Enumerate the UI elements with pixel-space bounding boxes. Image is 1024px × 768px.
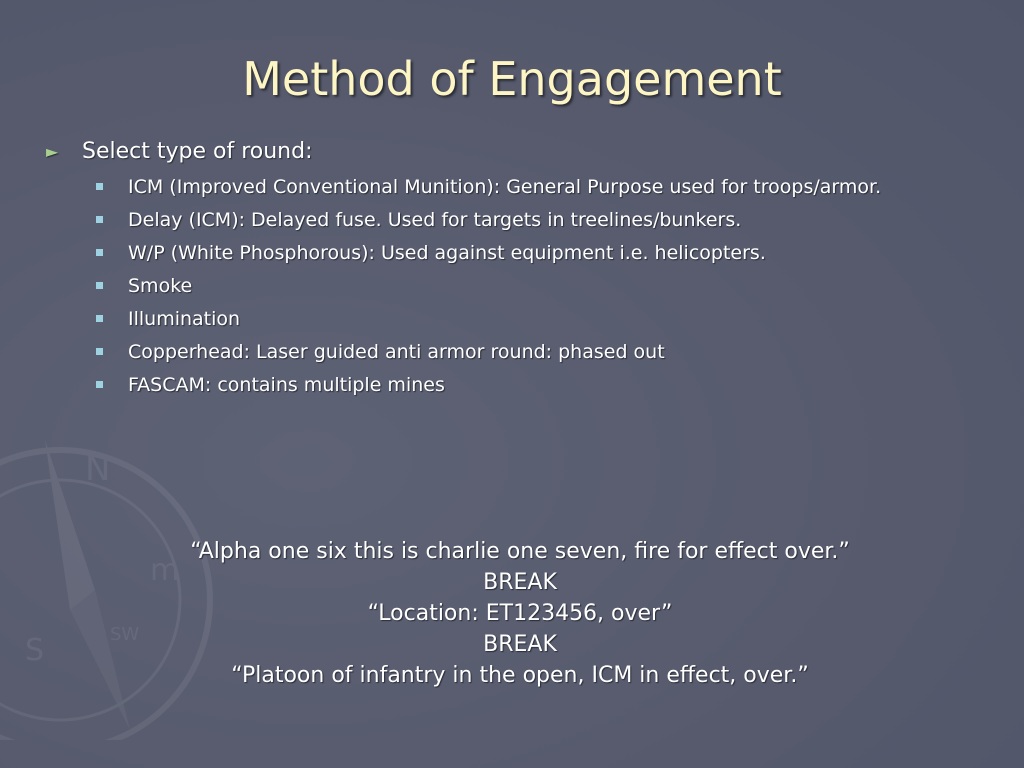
list-item-text: Illumination [128, 307, 241, 330]
list-item [96, 269, 1006, 302]
radio-call-quote [0, 536, 1024, 691]
round-type-list [96, 170, 1006, 401]
list-item [96, 335, 1006, 368]
quote-line: “Alpha one six this is charlie one seven, fire for effect over.” [190, 539, 850, 564]
list-item [96, 170, 1006, 203]
quote-line: BREAK [483, 570, 557, 595]
square-bullet-icon [96, 282, 128, 289]
list-item-text: Smoke [128, 274, 193, 297]
list-item [96, 203, 1006, 236]
slide-title: Method of Engagement [242, 52, 782, 106]
list-item-text: Delay (ICM): Delayed fuse. Used for targets in treelines/bunkers. [128, 208, 742, 231]
watermark-letter-n: N [85, 449, 111, 489]
list-item-text: FASCAM: contains multiple mines [128, 373, 445, 396]
watermark-letter-sw: SW [110, 624, 140, 645]
list-item-text: ICM (Improved Conventional Munition): General Purpose used for troops/armor. [128, 175, 882, 198]
main-bullet-text: Select type of round: [82, 138, 313, 164]
square-bullet-icon [96, 183, 128, 190]
list-item [96, 302, 1006, 335]
list-item-text: W/P (White Phosphorous): Used against equipment i.e. helicopters. [128, 241, 766, 264]
quote-line: “Platoon of infantry in the open, ICM in effect, over.” [231, 663, 809, 688]
list-item [96, 236, 1006, 269]
list-item [96, 368, 1006, 401]
square-bullet-icon [96, 216, 128, 223]
watermark-letter-m: m [150, 553, 180, 588]
quote-line: “Location: ET123456, over” [367, 601, 673, 626]
square-bullet-icon [96, 381, 128, 388]
watermark-letter-s: S [25, 633, 45, 668]
square-bullet-icon [96, 348, 128, 355]
square-bullet-icon [96, 249, 128, 256]
quote-line: BREAK [483, 632, 557, 657]
triangle-bullet-icon: ► [46, 141, 59, 161]
list-item-text: Copperhead: Laser guided anti armor round: phased out [128, 340, 665, 363]
slide-content [46, 134, 1006, 401]
square-bullet-icon [96, 315, 128, 322]
main-bullet-item [46, 134, 1006, 168]
